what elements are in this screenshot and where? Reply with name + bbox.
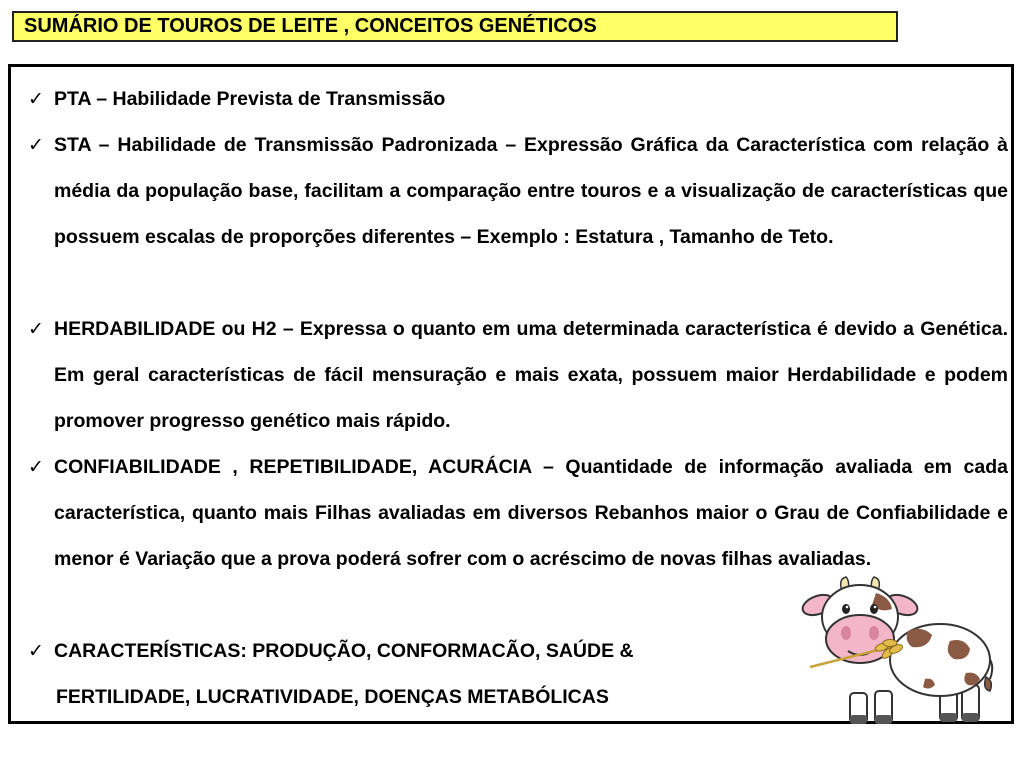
bullet-confiabilidade: [28, 444, 1008, 582]
checkmark-icon: ✓: [28, 640, 44, 662]
checkmark-icon: ✓: [28, 456, 44, 478]
bullet-text: CONFIABILIDADE , REPETIBILIDADE, ACURÁCIA – Quantidade de informação avaliada em cada característica, quanto mais Filhas avaliadas em diversos Rebanhos maior o Grau de Confiabilidade e menor é Variação que a prova poderá sofrer com o acréscimo de novas filhas avaliadas.: [54, 456, 1008, 570]
bullet-text: HERDABILIDADE ou H2 – Expressa o quanto em uma determinada característica é devido a Genética. Em geral características de fácil mensuração e mais exata, possuem maior Herdabilidade e podem promover progresso genético mais rápido.: [54, 318, 1008, 432]
checkmark-icon: ✓: [28, 134, 44, 156]
slide-title: SUMÁRIO DE TOUROS DE LEITE , CONCEITOS GENÉTICOS: [12, 11, 898, 42]
bullet-sta: [28, 122, 1008, 260]
bullet-pta: [28, 76, 1008, 122]
bullet-herdabilidade: [28, 306, 1008, 444]
bullet-continuation: FERTILIDADE, LUCRATIVIDADE, DOENÇAS METABÓLICAS: [56, 686, 609, 708]
cartoon-cow-icon: [790, 575, 1005, 730]
bullet-text: CARACTERÍSTICAS: PRODUÇÃO, CONFORMACÃO, SAÚDE &: [54, 640, 634, 662]
checkmark-icon: ✓: [28, 88, 44, 110]
bullet-text: PTA – Habilidade Prevista de Transmissão: [54, 88, 446, 110]
bullet-text: STA – Habilidade de Transmissão Padronizada – Expressão Gráfica da Característica com relação à média da população base, facilitam a comparação entre touros e a visualização de características que possuem escalas de proporções diferentes – Exemplo : Estatura , Tamanho de Teto.: [54, 134, 1008, 248]
checkmark-icon: ✓: [28, 318, 44, 340]
